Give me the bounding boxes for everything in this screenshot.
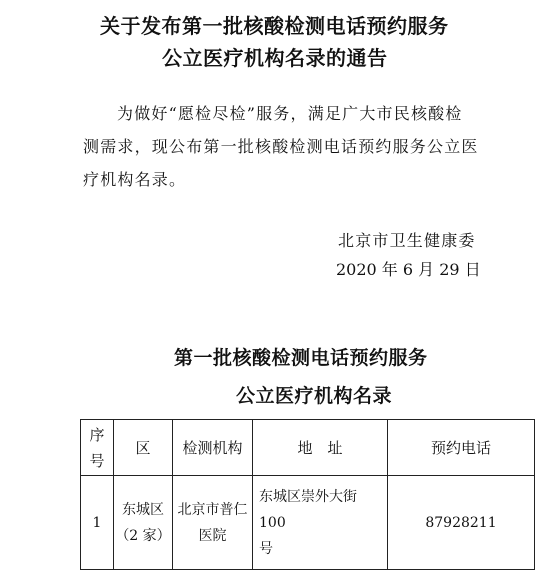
notice-title-line2: 公立医疗机构名录的通告	[162, 46, 388, 70]
header-address: 地 址	[253, 420, 388, 476]
cell-phone: 87928211	[388, 476, 535, 570]
list-title-line2: 公立医疗机构名录	[236, 385, 393, 407]
cell-institution-line2: 医院	[198, 527, 227, 544]
notice-paragraph-line3: 疗机构名录。	[83, 170, 187, 189]
cell-address	[253, 476, 388, 570]
header-seq-line2: 号	[89, 451, 105, 470]
cell-district	[114, 476, 173, 570]
table-row	[81, 476, 535, 570]
notice-title-line1: 关于发布第一批核酸检测电话预约服务	[100, 14, 449, 38]
notice-paragraph-line1: 为做好“愿检尽检”服务，满足广大市民核酸检	[117, 104, 463, 123]
cell-district-line2: （2 家）	[115, 527, 171, 544]
header-district: 区	[114, 420, 173, 476]
table-header-row	[81, 420, 535, 476]
header-seq	[81, 420, 114, 476]
institution-table	[80, 419, 535, 570]
cell-district-line1: 东城区	[122, 501, 164, 518]
cell-address-line2: 号	[259, 540, 273, 557]
list-title-line1: 第一批核酸检测电话预约服务	[174, 347, 428, 369]
notice-issuer: 北京市卫生健康委	[338, 231, 476, 250]
cell-institution	[173, 476, 253, 570]
header-seq-line1: 序	[89, 425, 105, 444]
notice-date: 2020 年 6 月 29 日	[336, 260, 481, 279]
cell-institution-line1: 北京市普仁	[177, 501, 248, 518]
cell-address-line1: 东城区崇外大街 100	[259, 488, 357, 531]
header-phone: 预约电话	[388, 420, 535, 476]
cell-seq: 1	[81, 476, 114, 570]
header-institution: 检测机构	[173, 420, 253, 476]
notice-paragraph-line2: 测需求，现公布第一批核酸检测电话预约服务公立医	[83, 137, 479, 156]
